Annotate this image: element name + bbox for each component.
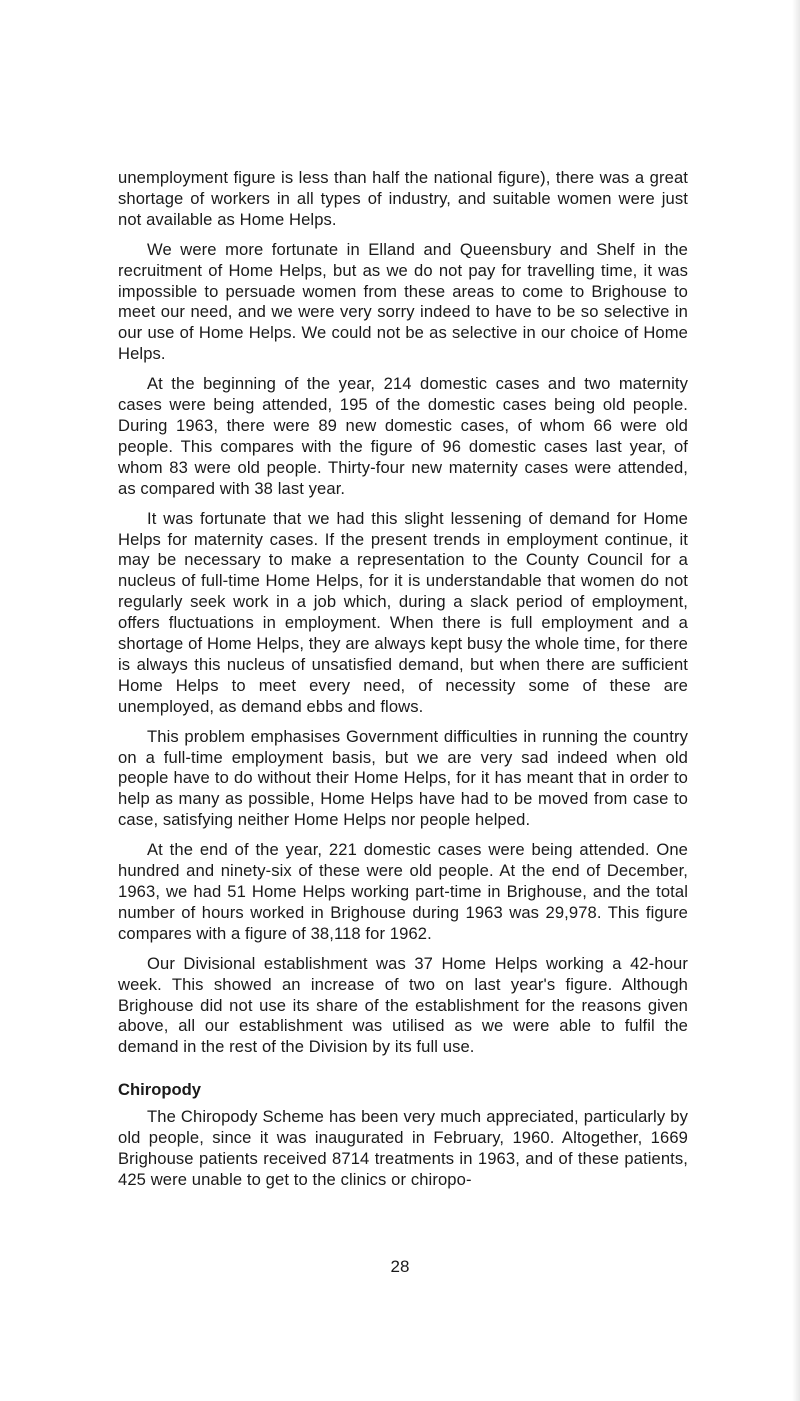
paragraph-maternity-demand: It was fortunate that we had this slight lessening of demand for Home Helps for maternity cases. If the present trends in employment continue, it may be necessary to make a representation to the County Council for a nucleus of full-time Home Helps, for it is understandable that women do not regularly seek work in a job which, during a slack period of employment, offers fluctuations in employment. When there is full employment and a shortage of Home Helps, they are always kept busy the whole time, for there is always this nucleus of unsatisfied demand, but when there are sufficient Home Helps to meet every need, of necessity some of these are unemployed, as demand ebbs and flows. xyxy=(118,508,688,716)
paragraph-beginning-of-year-cases: At the beginning of the year, 214 domestic cases and two maternity cases were being attended, 195 of the domestic cases being old people. During 1963, there were 89 new domestic cases, of whom 66 were old people. This compares with the figure of 96 domestic cases last year, of whom 83 were old people. Thirty-four new maternity cases were attended, as compared with 38 last year. xyxy=(118,374,688,498)
paragraph-end-of-year-cases: At the end of the year, 221 domestic cases were being attended. One hundred and ninety-six of these were old people. At the end of December, 1963, we had 51 Home Helps working part-time in Brighouse, and the total number of hours worked in Brighouse during 1963 was 29,978. This figure compares with a figure of 38,118 for 1962. xyxy=(118,840,688,943)
paragraph-home-help-shortage: unemployment figure is less than half the national figure), there was a great shortage of workers in all types of industry, and suitable women were just not available as Home Helps. xyxy=(118,168,688,229)
paragraph-divisional-establishment: Our Divisional establishment was 37 Home Helps working a 42-hour week. This showed an increase of two on last year's figure. Although Brighouse did not use its share of the establishment for the reasons given above, all our establishment was utilised as we were able to fulfil the demand in the rest of the Division by its full use. xyxy=(118,953,688,1057)
paragraph-recruitment: We were more fortunate in Elland and Queensbury and Shelf in the recruitment of Home Helps, but as we do not pay for travelling time, it was impossible to persuade women from these areas to come to Brighouse to meet our need, and we were very sorry indeed to have to be so selective in our use of Home Helps. We could not be as selective in our choice of Home Helps. xyxy=(118,239,688,364)
page-number: 28 xyxy=(390,1257,410,1276)
paragraph-chiropody-scheme: The Chiropody Scheme has been very much appreciated, particularly by old people, since it was inaugurated in February, 1960. Altogether, 1669 Brighouse patients received 8714 treatments in 1963, and of these patients, 425 were unable to get to the clinics or chiropo- xyxy=(118,1107,688,1189)
section-heading-chiropody: Chiropody xyxy=(118,1080,201,1100)
page-body xyxy=(118,168,688,1200)
page-edge-shadow xyxy=(792,0,800,1401)
paragraph-government-difficulties: This problem emphasises Government difficulties in running the country on a full-time employment basis, but we are very sad indeed when old people have to do without their Home Helps, for it has meant that in order to help as many as possible, Home Helps have had to be moved from case to case, satisfying neither Home Helps nor people helped. xyxy=(118,726,688,830)
